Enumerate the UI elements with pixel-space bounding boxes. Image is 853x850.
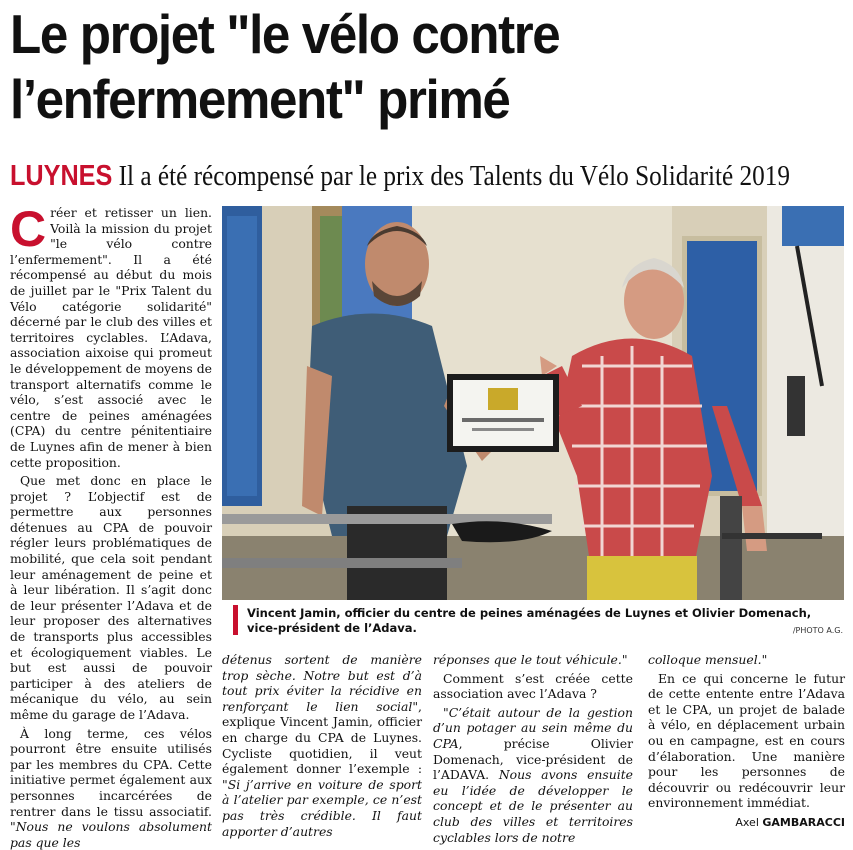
headline: [10, 2, 791, 132]
drop-cap: C: [10, 201, 47, 257]
quote-text: Nous avons ensuite eu l’idée de développer le concept et de le présenter au club des villes et territoires cyclables lors de notre: [433, 767, 633, 845]
paragraph-text: ": [621, 652, 628, 667]
quote-text: réponses que le tout véhicule.: [433, 652, 622, 667]
paragraph-text: , précise Olivier Domenach, vice-président de l’ADAVA.: [433, 735, 633, 783]
paragraph: [433, 652, 633, 668]
paragraph-text: ": [761, 652, 768, 667]
paragraph-text: À long terme, ces vélos pourront être ensuite utilisés par les membres du CPA. Cette initiative permet également aux personnes incarcérées de rentrer dans le tissu associatif.: [10, 725, 212, 819]
photo-credit: /PHOTO A.G.: [792, 626, 843, 635]
paragraph: [648, 652, 845, 668]
column-2: [222, 652, 422, 842]
location-label: LUYNES: [10, 160, 113, 192]
author-last-name: GAMBARACCI: [762, 815, 845, 829]
subheadline: [10, 158, 790, 194]
paragraph: Comment s’est créée cette association avec l’Adava ?: [433, 670, 633, 702]
column-1: [10, 201, 212, 850]
article-photo: [222, 206, 844, 600]
caption-accent-bar: [233, 605, 238, 635]
paragraph-text: ", explique Vincent Jamin, officier en charge du CPA de Luynes. Cycliste quotidien, il veut également donner l’exemple : ": [222, 698, 422, 792]
column-3: [433, 652, 633, 848]
paragraph: [10, 726, 212, 850]
quote-text: "Nous ne voulons absolument pas que les: [10, 819, 212, 850]
paragraph: En ce qui concerne le futur de cette entente entre l’Adava et le CPA, un projet de balade à vélo, en déplacement urbain ou en campagne, est en cours d’élaboration. Une manière pour les personnes de découvrir ou redécouvrir leur environnement immédiat.: [648, 670, 845, 811]
author-byline: [648, 815, 845, 831]
paragraph: [222, 652, 422, 839]
author-first-name: Axel: [735, 815, 763, 829]
column-4: [648, 652, 845, 831]
paragraph-text: réer et retisser un lien. Voilà la mission du projet "le vélo contre l’enfermement". Il a été récompensé au début du mois de juillet par le "Prix Talent du Vélo catégorie solidarité" décerné par le club des villes et territoires cyclables. L’Adava, association aixoise qui promeut le développement de moyens de transport alternatifs comme le vélo, s’est associé avec le centre de peines aménagées (CPA) du centre pénitentiaire de Luynes afin de mener à bien cette proposition.: [10, 205, 212, 470]
quote-text: C’était autour de la gestion d’un potager au sein même du CPA: [433, 704, 633, 751]
paragraph: Que met donc en place le projet ? L’objectif est de permettre aux personnes détenues au CPA de pouvoir régler leurs problématiques de mobilité, que cela soit pendant leur aménagement de peine et à leur libération. Il s’agit donc de leur présenter l’Adava et de leur proposer des alternatives de transports plus accessibles et écologiquement viables. Le but est aussi de pouvoir participer à des ateliers de mécanique du vélo, au sein même du garage de l’Adava.: [10, 473, 212, 722]
paragraph-text: ": [443, 704, 449, 720]
quote-text: Si j’arrive en voiture de sport à l’atelier par exemple, ce n’est pas très crédible. Il faut apporter d’autres: [222, 776, 422, 839]
quote-text: détenus sortent de manière trop sèche. Notre but est d’à tout prix éviter la récidive en renforçant le lien social: [222, 652, 422, 714]
paragraph: [433, 705, 633, 845]
subtitle: Il a été récompensé par le prix des Talents du Vélo Solidarité 2019: [112, 160, 790, 192]
photo-caption: Vincent Jamin, officier du centre de peines aménagées de Luynes et Olivier Domenach, vice-président de l’Adava.: [247, 606, 812, 635]
quote-text: colloque mensuel.: [648, 652, 762, 667]
headline-line-1: Le projet "le vélo contre: [10, 3, 560, 65]
headline-line-2: l’enfermement" primé: [10, 68, 510, 130]
paragraph: [10, 201, 212, 470]
